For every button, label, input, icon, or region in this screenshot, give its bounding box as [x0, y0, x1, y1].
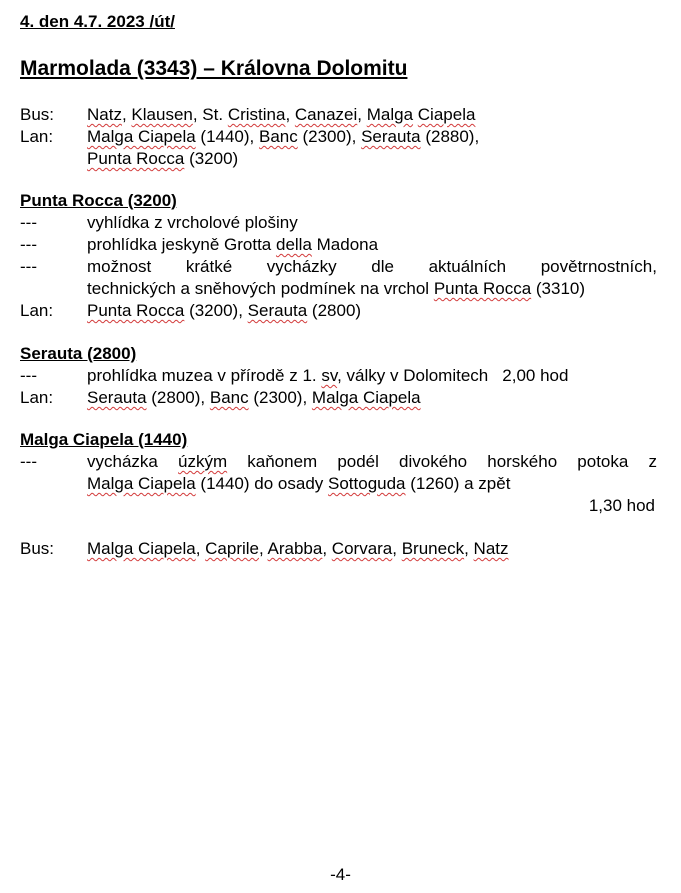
lan-route: Punta Rocca (3200), Serauta (2800)	[87, 301, 362, 320]
lan-row	[20, 387, 657, 409]
section-heading: Punta Rocca (3200)	[20, 191, 177, 210]
intro-section	[20, 104, 657, 170]
lan-row	[20, 300, 657, 322]
item-text: prohlídka muzea v přírodě z 1. sv, války v Dolomitech 2,00 hod	[87, 366, 569, 385]
item-text: technických a sněhových podmínek na vrchol Punta Rocca (3310)	[87, 279, 586, 298]
duration: 2,00 hod	[502, 366, 569, 385]
duration: 1,30 hod	[588, 496, 655, 515]
dash-marker: ---	[20, 366, 37, 385]
list-item	[20, 212, 657, 234]
list-item	[20, 451, 657, 473]
serauta-section	[20, 343, 657, 409]
bus-label: Bus:	[20, 105, 55, 124]
page-title: Marmolada (3343) – Královna Dolomitu	[20, 57, 408, 80]
dash-marker: ---	[20, 213, 37, 232]
lan-route-line-1: Malga Ciapela (1440), Banc (2300), Serauta (2880),	[87, 127, 480, 146]
lan-label: Lan:	[20, 127, 54, 146]
item-text: Malga Ciapela (1440) do osady Sottoguda (1260) a zpět	[87, 474, 511, 493]
bus-route: Malga Ciapela, Caprile, Arabba, Corvara, Bruneck, Natz	[87, 539, 509, 558]
item-text: vycházka úzkým kaňonem podél divokého horského potoka z	[87, 452, 657, 471]
section-heading: Serauta (2800)	[20, 344, 137, 363]
lan-row-continued	[20, 148, 657, 170]
dash-marker: ---	[20, 235, 37, 254]
list-item	[20, 234, 657, 256]
list-item-continued	[20, 278, 657, 300]
page-number: -4-	[330, 865, 351, 884]
dash-marker: ---	[20, 257, 37, 276]
dash-marker: ---	[20, 452, 37, 471]
final-bus-section	[20, 538, 657, 560]
day-heading: 4. den 4.7. 2023 /út/	[20, 12, 175, 31]
bus-row	[20, 104, 657, 126]
bus-row	[20, 538, 657, 560]
list-item-continued	[20, 473, 657, 495]
lan-label: Lan:	[20, 388, 54, 407]
list-item	[20, 256, 657, 278]
lan-route: Serauta (2800), Banc (2300), Malga Ciapela	[87, 388, 421, 407]
malga-ciapela-section	[20, 429, 657, 517]
lan-route-line-2: Punta Rocca (3200)	[87, 149, 239, 168]
item-text: prohlídka jeskyně Grotta della Madona	[87, 235, 379, 254]
item-text: možnost krátké vycházky dle aktuálních povětrnostních,	[87, 257, 657, 276]
list-item	[20, 365, 657, 387]
lan-row	[20, 126, 657, 148]
lan-label: Lan:	[20, 301, 54, 320]
bus-label: Bus:	[20, 539, 55, 558]
punta-rocca-section	[20, 190, 657, 322]
item-text: vyhlídka z vrcholové plošiny	[87, 213, 298, 232]
bus-route: Natz, Klausen, St. Cristina, Canazei, Malga Ciapela	[87, 105, 476, 124]
section-heading: Malga Ciapela (1440)	[20, 430, 188, 449]
